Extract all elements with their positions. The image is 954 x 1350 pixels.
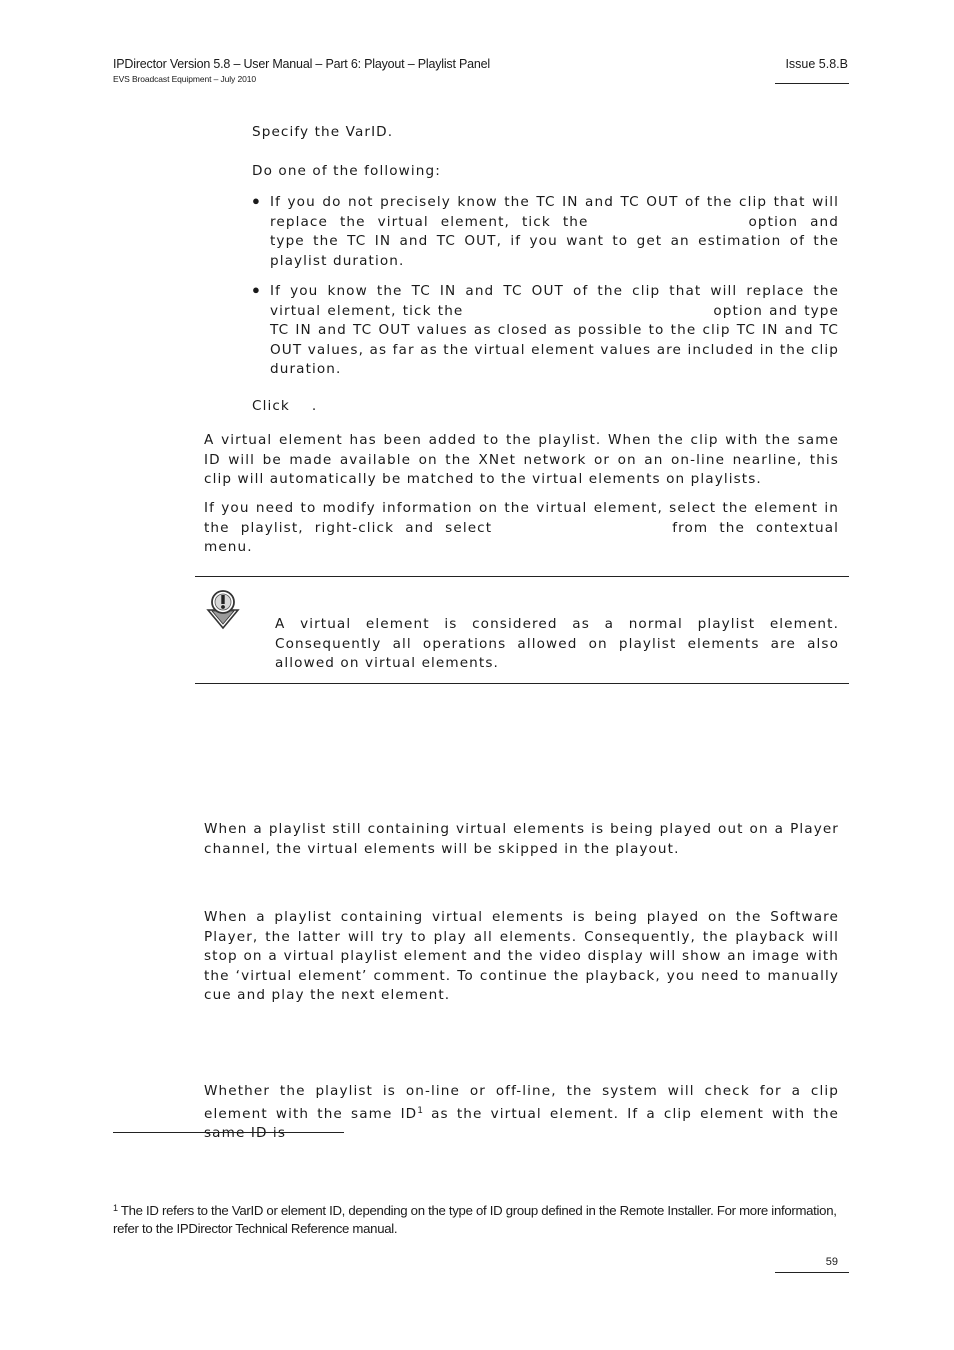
paragraph-whether-b: as the virtual element. If a clip element with the same ID is: [204, 1105, 839, 1141]
paragraph-added: A virtual element has been added to the playlist. When the clip with the same ID will be made available on the XNet network or on an on-line nearline, this clip will automatically be matched to the virtual elements on playlists.: [204, 432, 839, 487]
footnote-reference: 1: [417, 1105, 423, 1116]
page-number: 59: [825, 1256, 838, 1268]
header-title: IPDirector Version 5.8 – User Manual – Part 6: Playout – Playlist Panel: [113, 57, 490, 71]
bullet-2-text-a: If you know the TC IN and TC OUT of the clip that will replace the virtual element, tick the: [270, 283, 839, 319]
bullet-1-marker: ●: [252, 193, 260, 208]
step-do-one: Do one of the following:: [252, 163, 441, 179]
bullet-1-text: [270, 193, 839, 271]
note-text: A virtual element is considered as a normal playlist element. Consequently all operations allowed on playlist elements are also allowed on virtual elements.: [275, 616, 839, 671]
step-click-b: .: [311, 398, 318, 414]
paragraph-modify-a: If you need to modify information on the virtual element, select the element in the playlist, right-click and select: [204, 500, 839, 536]
bullet-2-text-b: option and type TC IN and TC OUT values as closed as possible to the clip TC IN and TC OUT values, as far as the virtual element values are included in the clip duration.: [270, 302, 839, 377]
header-subtitle: EVS Broadcast Equipment – July 2010: [113, 74, 256, 84]
footnote: [113, 1199, 843, 1238]
step-click-a: Click: [252, 398, 290, 414]
step-click: [252, 397, 317, 417]
footnote-text: The ID refers to the VarID or element ID, depending on the type of ID group defined in the Remote Installer. For more information, refer to the IPDirector Technical Reference manual.: [113, 1203, 837, 1236]
note-bottom-rule: [195, 683, 849, 684]
page-number-rule: [775, 1272, 849, 1273]
footnote-marker: 1: [113, 1203, 118, 1213]
paragraph-whether-a: Whether the playlist is on-line or off-line, the system will check for a clip element with the same ID: [204, 1083, 839, 1122]
paragraph-software-player: When a playlist containing virtual elements is being played on the Software Player, the latter will try to play all elements. Consequently, the playback will stop on a virtual playlist element and the video display will show an image with the ‘virtual element’ comment. To continue the playback, you need to manually cue and play the next element.: [204, 909, 839, 1003]
header-rule: [775, 83, 849, 84]
bullet-2-text: [270, 282, 839, 380]
paragraph-player: When a playlist still containing virtual elements is being played out on a Player channel, the virtual elements will be skipped in the playout.: [204, 821, 839, 857]
bullet-1-text-b: option and type the TC IN and TC OUT, if you want to get an estimation of the playlist duration.: [270, 213, 839, 269]
note-top-rule: [195, 576, 849, 577]
paragraph-modify: [204, 499, 839, 558]
note-icon: [205, 588, 241, 630]
bullet-1-text-a: If you do not precisely know the TC IN and TC OUT of the clip that will replace the virtual element, tick the: [270, 194, 839, 230]
bullet-2-marker: ●: [252, 282, 260, 297]
paragraph-whether: [204, 1082, 839, 1144]
header-issue: Issue 5.8.B: [785, 57, 848, 71]
paragraph-modify-b: from the contextual menu.: [204, 519, 839, 555]
step-specify: Specify the VarID.: [252, 124, 394, 140]
footnote-rule: [113, 1132, 344, 1133]
